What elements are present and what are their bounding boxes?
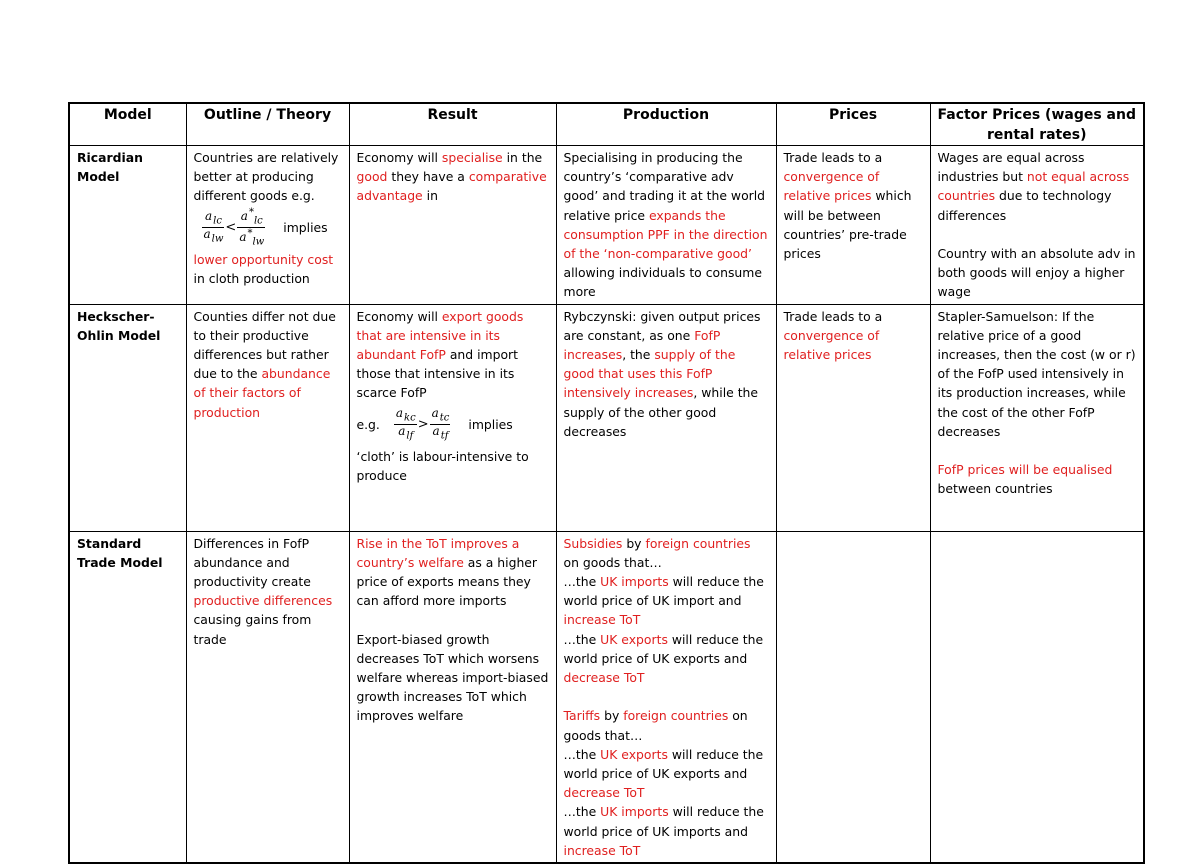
greater-than-sign: > bbox=[417, 417, 429, 433]
outline-cell: Differences in FofP abundance and productivity create productive differences causing gains from trade bbox=[186, 531, 349, 863]
subsidy-imports-line: …the UK imports will reduce the world price of UK import and increase ToT bbox=[563, 574, 764, 628]
implies-text: implies bbox=[283, 220, 328, 235]
model-cell: Ricardian Model bbox=[69, 146, 186, 305]
fraction-home: $\frac{a_{lc}}{a_{lw}}$ bbox=[203, 208, 224, 245]
tariff-imports-line: …the UK imports will reduce the world price of UK imports and increase ToT bbox=[563, 804, 764, 858]
production-cell: Rybczynski: given output prices are constant, as one FofP increases, the supply of the good that uses this FofP intensively increases, while the supply of the other good decreases bbox=[556, 304, 776, 531]
trade-models-table bbox=[68, 102, 1145, 864]
less-than-sign: < bbox=[225, 220, 237, 235]
factor-prices-cell: Stapler-Samuelson: If the relative price of a good increases, then the cost (w or r) of the FofP used intensively in its production increases, while the cost of the other FofP decreases FofP prices will be equalised between countries bbox=[930, 304, 1144, 531]
highlight-text: lower opportunity cost bbox=[193, 251, 334, 267]
header-row bbox=[69, 103, 1144, 146]
ratio-inequality bbox=[194, 206, 342, 250]
production-cell bbox=[556, 531, 776, 863]
result-cell: Economy will specialise in the good they have a comparative advantage in bbox=[349, 146, 556, 305]
table-row bbox=[69, 146, 1144, 305]
production-cell: Specialising in producing the country’s ‘comparative adv good’ and trading it at the world relative price expands the consumption PPF in the direction of the ‘non-comparative good’ allowing individuals to consume more bbox=[556, 146, 776, 305]
header-outline: Outline / Theory bbox=[186, 103, 349, 146]
prices-cell: Trade leads to a convergence of relative prices bbox=[776, 304, 930, 531]
tariff-exports-line: …the UK exports will reduce the world price of UK exports and decrease ToT bbox=[563, 746, 764, 801]
subsidy-exports-line: …the UK exports will reduce the world price of UK exports and decrease ToT bbox=[563, 631, 764, 686]
header-factor-prices: Factor Prices (wages and rental rates) bbox=[930, 103, 1144, 146]
outline-text: Countries are relatively better at producing different goods e.g. bbox=[193, 150, 339, 204]
header-production: Production bbox=[556, 103, 776, 146]
outline-text: in cloth production bbox=[193, 270, 310, 286]
model-cell: Standard Trade Model bbox=[69, 531, 186, 863]
intensity-inequality: e.g. $\frac{a_{kc}}{a_{lf}}$ > $\frac{a_{tc}}{a_{tf}}$ implies bbox=[356, 405, 513, 442]
subsidies-line: Subsidies by foreign countries on goods that… bbox=[563, 535, 751, 570]
fraction-labour: $\frac{a_{tc}}{a_{tf}}$ bbox=[431, 405, 450, 442]
tariffs-line: Tariffs by foreign countries on goods that… bbox=[563, 708, 748, 743]
fraction-capital: $\frac{a_{kc}}{a_{lf}}$ bbox=[395, 405, 416, 442]
table-row bbox=[69, 531, 1144, 863]
header-model: Model bbox=[69, 103, 186, 146]
factor-prices-cell bbox=[930, 531, 1144, 863]
model-cell: Heckscher-Ohlin Model bbox=[69, 304, 186, 531]
prices-cell: Trade leads to a convergence of relative prices which will be between countries’ pre-trade prices bbox=[776, 146, 930, 305]
header-result: Result bbox=[349, 103, 556, 146]
outline-cell: Counties differ not due to their productive differences but rather due to the abundance of their factors of production bbox=[186, 304, 349, 531]
table-row bbox=[69, 304, 1144, 531]
header-prices: Prices bbox=[776, 103, 930, 146]
result-cell: Economy will export goods that are intensive in its abundant FofP and import those that intensive in its scarce FofP e.g. $\frac{a_{kc}}{a_{lf}}$ > $\frac{a_{tc}}{a_{tf}}$ implies ‘cloth’ is labour-intensive to produce bbox=[349, 304, 556, 531]
result-cell: Rise in the ToT improves a country’s welfare as a higher price of exports means they can afford more imports Export-biased growth decreases ToT which worsens welfare whereas import-biased growth increases ToT which improves welfare bbox=[349, 531, 556, 863]
prices-cell bbox=[776, 531, 930, 863]
factor-prices-cell: Wages are equal across industries but not equal across countries due to technology differences Country with an absolute adv in both goods will enjoy a higher wage bbox=[930, 146, 1144, 305]
fraction-foreign: $\frac{a^*_{lc}}{a^*_{lw}}$ bbox=[239, 206, 265, 248]
outline-cell bbox=[186, 146, 349, 305]
implies-text: implies bbox=[468, 417, 513, 433]
